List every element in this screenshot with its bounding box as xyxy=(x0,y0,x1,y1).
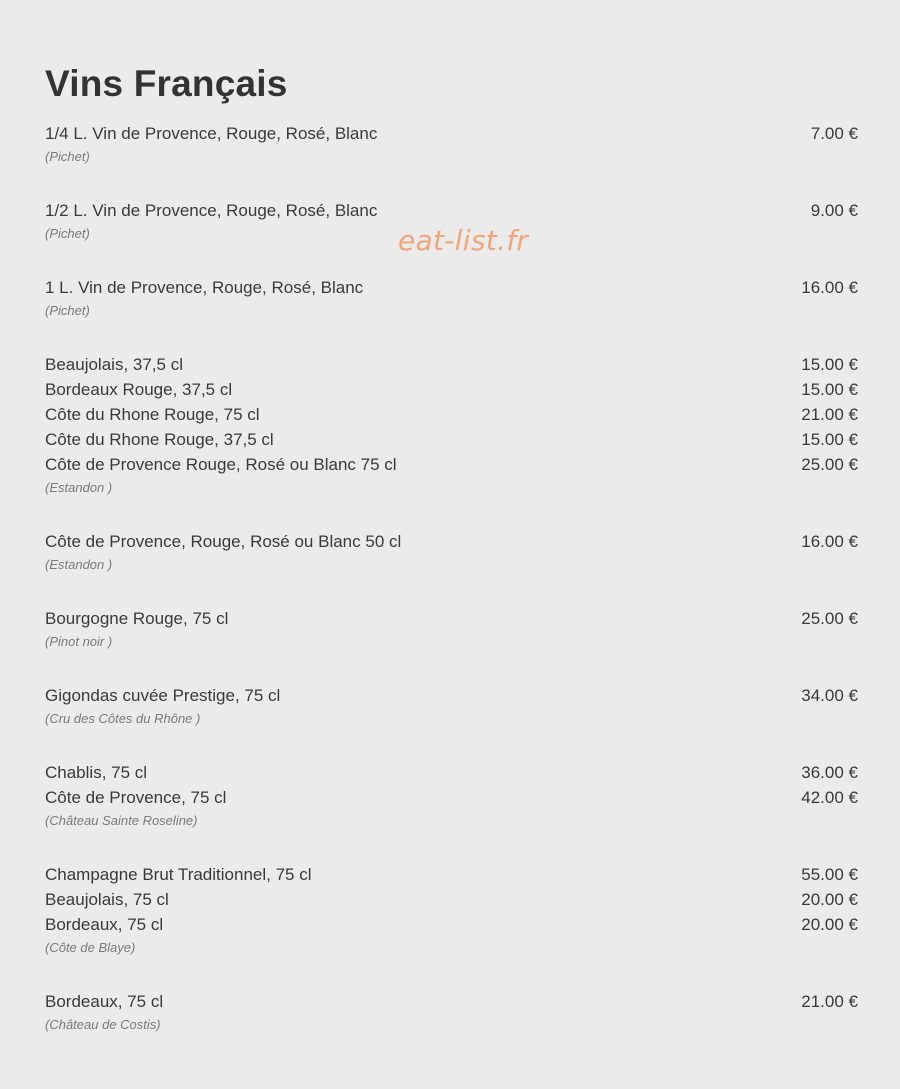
wine-item xyxy=(45,989,858,1014)
wine-item xyxy=(45,683,858,708)
wine-group xyxy=(45,352,858,497)
wine-price: 20.00 € xyxy=(801,915,858,934)
wine-price: 42.00 € xyxy=(801,788,858,807)
wine-group xyxy=(45,529,858,574)
wine-item xyxy=(45,529,858,554)
wine-price: 25.00 € xyxy=(801,609,858,628)
wine-menu xyxy=(45,62,858,1066)
wine-item xyxy=(45,760,858,785)
wine-price: 16.00 € xyxy=(801,278,858,297)
wine-item xyxy=(45,198,858,223)
wine-item xyxy=(45,377,858,402)
wine-group xyxy=(45,275,858,320)
wine-item xyxy=(45,352,858,377)
wine-name: Chablis, 75 cl xyxy=(45,763,148,782)
wine-group xyxy=(45,989,858,1034)
wine-group xyxy=(45,683,858,728)
wine-name: 1/2 L. Vin de Provence, Rouge, Rosé, Blanc xyxy=(45,201,378,220)
wine-price: 55.00 € xyxy=(801,865,858,884)
wine-name: Bordeaux Rouge, 37,5 cl xyxy=(45,380,233,399)
wine-note: (Pichet) xyxy=(45,149,90,164)
wine-name: 1/4 L. Vin de Provence, Rouge, Rosé, Blanc xyxy=(45,124,378,143)
wine-name: Beaujolais, 75 cl xyxy=(45,890,169,909)
wine-price: 15.00 € xyxy=(801,355,858,374)
wine-name: Beaujolais, 37,5 cl xyxy=(45,355,183,374)
wine-name: Champagne Brut Traditionnel, 75 cl xyxy=(45,865,312,884)
wine-note: (Château Sainte Roseline) xyxy=(45,813,198,828)
wine-item xyxy=(45,427,858,452)
wine-item xyxy=(45,275,858,300)
wine-name: 1 L. Vin de Provence, Rouge, Rosé, Blanc xyxy=(45,278,364,297)
wine-price: 7.00 € xyxy=(810,124,858,143)
wine-name: Bordeaux, 75 cl xyxy=(45,915,164,934)
wine-item xyxy=(45,912,858,937)
wine-name: Bordeaux, 75 cl xyxy=(45,992,164,1011)
wine-price: 34.00 € xyxy=(801,686,858,705)
wine-group xyxy=(45,606,858,651)
wine-name: Gigondas cuvée Prestige, 75 cl xyxy=(45,686,281,705)
wine-price: 15.00 € xyxy=(801,430,858,449)
wine-name: Côte de Provence, 75 cl xyxy=(45,788,227,807)
wine-groups xyxy=(45,121,858,1034)
wine-name: Bourgogne Rouge, 75 cl xyxy=(45,609,229,628)
wine-item xyxy=(45,785,858,810)
wine-note: (Côte de Blaye) xyxy=(45,940,136,955)
wine-note: (Pichet) xyxy=(45,226,90,241)
wine-note: (Estandon ) xyxy=(45,557,113,572)
wine-note: (Pichet) xyxy=(45,303,90,318)
wine-note: (Cru des Côtes du Rhône ) xyxy=(45,711,201,726)
wine-note: (Estandon ) xyxy=(45,480,113,495)
wine-name: Côte de Provence Rouge, Rosé ou Blanc 75 cl xyxy=(45,455,397,474)
wine-item xyxy=(45,121,858,146)
wine-item xyxy=(45,452,858,477)
wine-note: (Pinot noir ) xyxy=(45,634,113,649)
wine-price: 25.00 € xyxy=(801,455,858,474)
wine-item xyxy=(45,606,858,631)
wine-group xyxy=(45,121,858,166)
wine-name: Côte de Provence, Rouge, Rosé ou Blanc 50 cl xyxy=(45,532,402,551)
wine-group xyxy=(45,760,858,830)
wine-price: 9.00 € xyxy=(810,201,858,220)
wine-item xyxy=(45,402,858,427)
wine-price: 21.00 € xyxy=(801,992,858,1011)
wine-item xyxy=(45,862,858,887)
wine-price: 16.00 € xyxy=(801,532,858,551)
watermark: eat-list.fr xyxy=(398,224,529,257)
wine-name: Côte du Rhone Rouge, 37,5 cl xyxy=(45,430,274,449)
wine-note: (Château de Costis) xyxy=(45,1017,161,1032)
wine-item xyxy=(45,887,858,912)
wine-price: 15.00 € xyxy=(801,380,858,399)
wine-price: 21.00 € xyxy=(801,405,858,424)
menu-title: Vins Français xyxy=(45,63,288,104)
wine-name: Côte du Rhone Rouge, 75 cl xyxy=(45,405,260,424)
wine-price: 36.00 € xyxy=(801,763,858,782)
wine-price: 20.00 € xyxy=(801,890,858,909)
wine-group xyxy=(45,862,858,957)
